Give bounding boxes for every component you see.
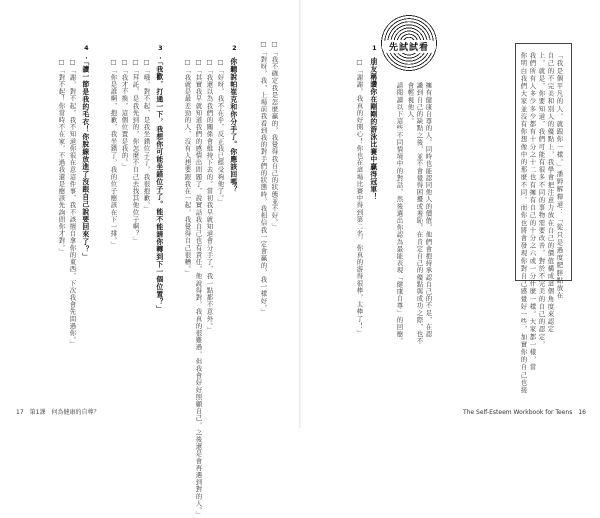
page-gutter	[299, 0, 301, 428]
answer-option[interactable]: □「謝謝，我真的好開心！你也在這場比賽中得到第二名，你真的游得很棒，太棒了！」	[355, 58, 364, 337]
question-number: 2.	[230, 44, 239, 62]
answer-option[interactable]: □「對呀，我，上場前我看到我的對手們的狀態時，我相信我一定會贏的，我一樣好。」	[259, 40, 268, 316]
question-prompt: 朋友稱讚你在剛剛的游泳比賽中贏得冠軍！	[368, 58, 377, 201]
quote-line: 「我是個平凡的人，就跟你一樣。」潘姆解釋道：「從只是過度肥胖點放在	[555, 52, 564, 300]
intro-line: 請閱讀以下這些不同情境中的對話，然後選出你認為最能表現「健康自尊」的回應。	[395, 82, 404, 345]
question-prompt: 「我歡，打通一下，我想你可能坐錯位子了。能不能請你轉到下一個位置？」	[154, 58, 163, 313]
section-heading: 先試試看	[382, 40, 436, 53]
question-number: 1.	[370, 44, 379, 62]
quote-line: 上，就是，你要知道，我們可能有很多不同的事物需要改善，對於不完美的自己的認定，	[537, 52, 546, 349]
intro-line: 擁有健康自尊的人，同時也能認同他人的價值，他們會抱持承認自己的不足，在認	[424, 82, 433, 338]
answer-option[interactable]: □「你是誰啊，抱歉，我坐錯了，我的位子應該在下一排。」	[109, 58, 118, 249]
intro-line: 會輕視他人。	[406, 82, 415, 125]
answer-option[interactable]: □「好呀，我不在乎，反正我已經受夠他了。」	[216, 58, 225, 206]
intro-line: 識到自己的缺點之後，並不會覺得困擾或羞恥。在肯定自己的優點與成功之際，也不	[415, 82, 424, 345]
answer-option[interactable]: □「謝，對不起，我不知道你很在意這件事，我不該擅自拿你的東西，下次我會先問過你。」	[68, 58, 77, 348]
question-number: 3.	[156, 44, 165, 62]
answer-option[interactable]: □「我才不換，這個位置是我的。」	[120, 58, 129, 170]
question-number: 4.	[82, 44, 91, 62]
page-folio-right: The Self-Esteem Workbook for Teens 16	[462, 409, 586, 416]
answer-option[interactable]: □「我就是最差勁的人，沒有人想要跟我在一起，我覺得自己很糟。」	[183, 58, 192, 277]
quote-line: 你明白我們大家並沒有你想像中的那麼不同，而你也將會發現你對自己感覺好一些，加實你的自己也接	[519, 52, 528, 394]
question-prompt: 你聽說帕崔克和你分手了。你應該回嗎？	[228, 58, 237, 193]
page-folio-left: 17 第1課 何為健康的自尊？	[16, 409, 100, 416]
quote-line: 自己的不完美和別人的優點上，我學會把注意力放在自己的價值構成這個角度來認定	[546, 52, 555, 334]
answer-option[interactable]: □「其實我早就知道我們的感情出問題了，說實話我自己也有責任，他說得對，我真的很難過，但我會好好照顧自己，之後還是會再遇到對的人。」	[194, 58, 203, 518]
quote-line: 我們所有人多少多少都有十分之十二也有擁有自己的十分之六或一分什麼一樣。大家都一樣，當	[528, 52, 537, 372]
answer-option[interactable]: □「拜託，是我先到的，你怎麼不自己去找其他位子啊？」	[131, 58, 140, 245]
answer-option[interactable]: □「我不確定我是怎麼贏的，我覺得我自己的狀態並不好。」	[270, 40, 279, 231]
answer-option[interactable]: □「對不起！你當時不在家，不過我還是應該先詢問你才對。」	[57, 58, 66, 256]
answer-option[interactable]: □「哦，對不起，是我坐錯位子了，我很抱歉。」	[142, 58, 151, 213]
answer-option[interactable]: □「我還以為我們的關係會維持下去的。當初我早就知道會分手了，我一點都不意外。」	[205, 58, 214, 334]
question-prompt: 「讀一節是我的毛衣！你脫線放進了沒跟自己說要回來了？」	[80, 58, 89, 261]
